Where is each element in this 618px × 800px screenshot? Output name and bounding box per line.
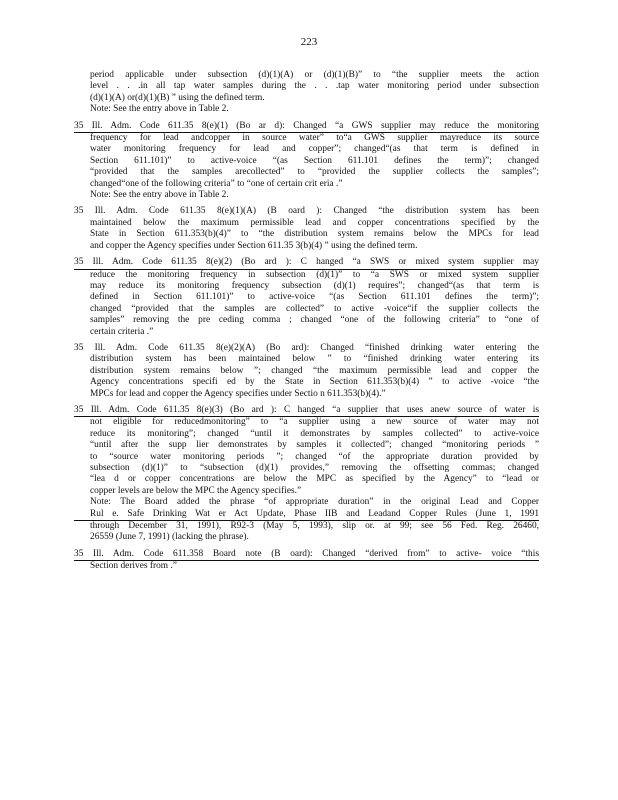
- entry-line: water monitoring frequency for lead and copper”; changed“(as that term is defined in: [90, 144, 539, 155]
- entry-note: Note: The Board added the phrase “of appropriate duration” in the original Lead and Copper: [90, 497, 539, 508]
- entry-line: distribution system has been maintained below ” to “finished drinking water entering its: [90, 354, 539, 365]
- entry-line: maintained below the maximum permissible lead and copper concentrations specified by the: [90, 217, 539, 228]
- entry-note-line: 26559 (June 7, 1991) (lacking the phrase).: [90, 532, 249, 543]
- entry-611-358-e-1-a: [74, 206, 539, 252]
- entry-line: frequency for lead andcopper in source water” to“a GWS supplier mayreduce its source: [90, 133, 539, 144]
- entry-citation: 35 Ill. Adm. Code 611.35 8(e)(2) (Bo ard ): C hanged “a SWS or mixed system supplier may: [74, 257, 539, 269]
- entry-line: MPCs for lead and copper the Agency specifies under Sectio n 611.353(b)(4).”: [90, 388, 386, 399]
- entry-line: (d)(1)(A) or(d)(1)(B) ” using the defined term.: [90, 92, 265, 103]
- entry-line: to “source water monitoring periods ”; changed “of the appropriate duration provided by: [90, 451, 539, 462]
- entry-611-358-e-1: [74, 121, 539, 202]
- entry-citation: 35 Ill. Adm. Code 611.35 8(e)(3) (Bo ard ): C hanged “a supplier that uses anew source of water is: [74, 405, 539, 417]
- entry-note: Note: See the entry above in Table 2.: [90, 190, 229, 201]
- entry-line: period applicable under subsection (d)(1)(A) or (d)(1)(B)” to “the supplier meets the action: [90, 70, 539, 80]
- entry-citation: 35 Ill. Adm. Code 611.35 8(e)(2)(A) (Bo ard): Changed “finished drinking water entering the: [74, 342, 539, 353]
- entry-citation: 35 Ill. Adm. Code 611.35 8(e)(1) (Bo ar d): Changed “a GWS supplier may reduce the monitoring: [74, 121, 539, 133]
- entry-citation: 35 Ill. Adm. Code 611.35 8(e)(1)(A) (B oard ): Changed “the distribution system has been: [74, 206, 539, 217]
- entry-line: certain criteria .”: [90, 326, 154, 337]
- document-body: [74, 70, 539, 578]
- entry-line: samples” removing the pre ceding comma ; changed “one of the following criteria” to “one of: [90, 315, 539, 326]
- entry-continuation: [74, 70, 539, 116]
- entry-line: distribution system remains below ”; changed “the maximum permissible lead and copper the: [90, 365, 539, 376]
- entry-line: reduce its monitoring”; changed “until it demonstrates by samples collected” to active-voice: [90, 428, 539, 439]
- entry-611-358-board-note: [74, 549, 539, 573]
- entry-line: may reduce its monitoring frequency subsection (d)(1) requires”; changed“(as that term is: [90, 280, 539, 291]
- entry-line: Section derives from .”: [90, 561, 177, 572]
- entry-611-358-e-2-a: [74, 343, 539, 400]
- entry-line: reduce the monitoring frequency in subsection (d)(1)” to “a SWS or mixed system supplier: [90, 269, 539, 280]
- entry-line: “lea d or copper concentrations are below the MPC as specified by the Agency” to “lead or: [90, 474, 539, 485]
- page-number: 223: [300, 36, 318, 48]
- entry-line: subsection (d)(1)” to “subsection (d)(1) provides,” removing the offsetting commas; changed: [90, 463, 539, 473]
- entry-line: level . . .in all tap water samples during the . . .tap water monitoring period under subsection: [90, 81, 539, 92]
- entry-line: “until after the supp lier demonstrates by samples it collected”; changed “monitoring periods ”: [90, 440, 539, 451]
- entry-line: State in Section 611.353(b)(4)” to “the distribution system remains below the MPCs for lead: [90, 229, 539, 240]
- entry-citation: 35 Ill. Adm. Code 611.358 Board note (B oard): Changed “derived from” to active- voice “this: [74, 549, 539, 561]
- entry-line: Agency concentrations specifi ed by the State in Section 611.353(b)(4) ” to active -voice “the: [90, 377, 539, 388]
- entry-line: “provided that the samples arecollected” to “provided the supplier collects the samples”;: [90, 167, 539, 178]
- entry-line: and copper the Agency specifies under Section 611.35 3(b)(4) ” using the defined term.: [90, 240, 418, 251]
- entry-611-358-e-2: [74, 257, 539, 338]
- entry-line: not eligible for reducedmonitoring” to “a supplier using a new source of water may not: [90, 417, 539, 428]
- entry-line: defined in Section 611.101)” to active-voice “(as Section 611.101 defines the term)”;: [90, 292, 539, 303]
- entry-note-line: through December 31, 1991), R92-3 (May 5, 1993), slip or. at 99; see 56 Fed. Reg. 26460,: [90, 521, 539, 532]
- entry-611-358-e-3: [74, 405, 539, 544]
- entry-note: Note: See the entry above in Table 2.: [90, 104, 229, 115]
- entry-line: changed“one of the following criteria” to “one of certain crit eria .”: [90, 178, 343, 189]
- entry-line: Section 611.101)” to active-voice “(as Section 611.101 defines the term)”; changed: [90, 155, 539, 166]
- entry-line: changed “provided that the samples are collected” to active -voice“if the supplier collects the: [90, 303, 539, 314]
- entry-note-line: Rul e. Safe Drinking Wat er Act Update, Phase IIB and Leadand Copper Rules (June 1, 1991: [74, 509, 539, 521]
- entry-line: copper levels are below the MPC the Agency specifies.”: [90, 485, 302, 496]
